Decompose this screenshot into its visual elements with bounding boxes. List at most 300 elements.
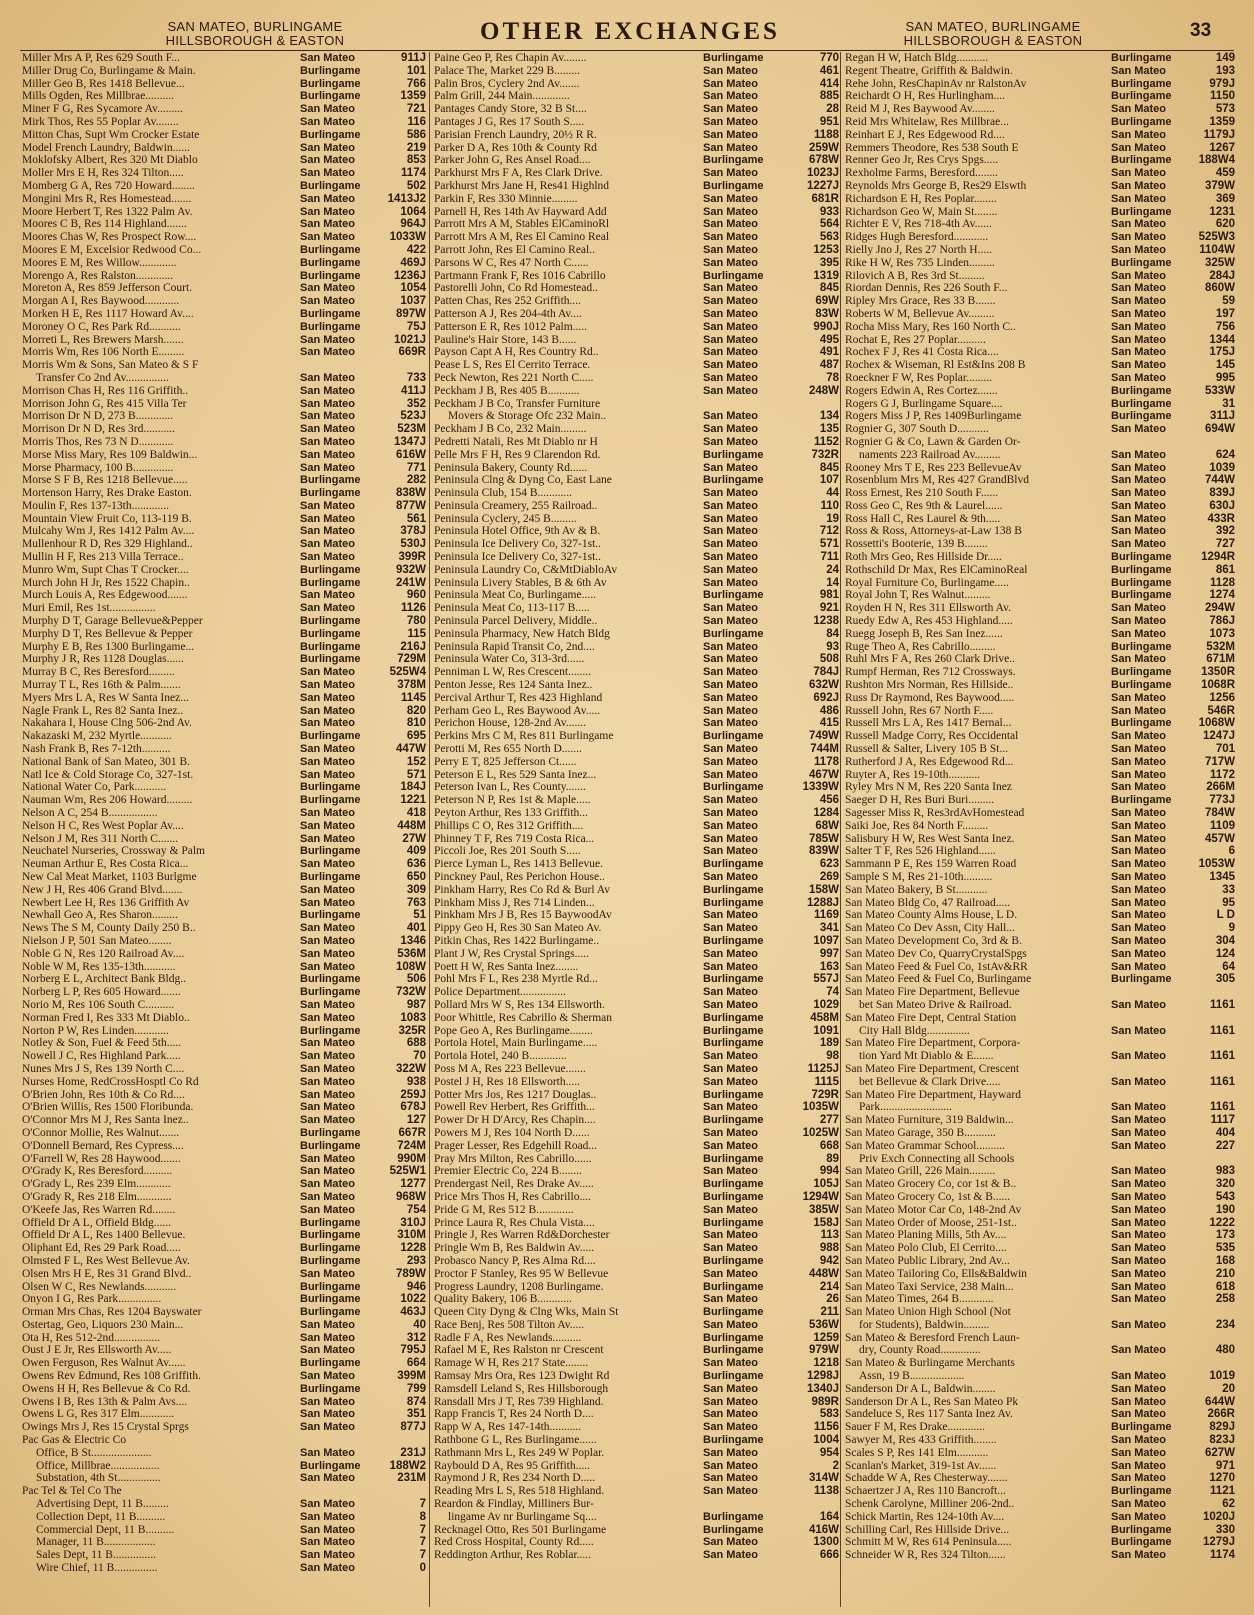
- listing-name: Rocha Miss Mary, Res 160 North C..: [845, 320, 1016, 333]
- header-right-line1: SAN MATEO, BURLINGAME: [905, 19, 1081, 34]
- listing-name: O'Farrell W, Res 28 Haywood.......: [22, 1152, 181, 1165]
- listing-entry: [845, 922, 1235, 935]
- listing-number: 964J: [400, 218, 426, 231]
- listing-entry: [434, 628, 839, 641]
- listing-entry: [434, 705, 839, 718]
- listing-entry: [845, 705, 1235, 718]
- listing-number: [1191, 436, 1235, 449]
- listing-name: San Mateo Bakery, B St...........: [845, 883, 988, 896]
- listing-entry: [434, 1242, 839, 1255]
- listing-number: 671M: [1206, 653, 1235, 666]
- listing-entry: [22, 948, 426, 961]
- listing-entry: [22, 858, 426, 871]
- listing-name: Probasco Nancy P, Res Alma Rd....: [434, 1254, 596, 1267]
- listing-name: Ramsay Mrs Ora, Res 123 Dwight Rd: [434, 1370, 610, 1383]
- listing-number: 988: [819, 1242, 839, 1255]
- listing-exchange: San Mateo: [1111, 845, 1167, 858]
- listing-number: 1339W: [802, 781, 839, 794]
- listing-entry: [22, 1332, 426, 1345]
- listing-name: San Mateo Polo Club, El Cerrito....: [845, 1242, 1007, 1255]
- listing-name: Portola Hotel, Main Burlingame.....: [434, 1037, 598, 1050]
- listing-number: 1035W: [802, 1101, 839, 1114]
- listing-exchange: San Mateo: [1111, 423, 1167, 436]
- listing-exchange: Burlingame: [703, 1088, 764, 1101]
- listing-number: 95: [1222, 896, 1235, 909]
- listing-entry: [845, 1447, 1235, 1460]
- listing-exchange: San Mateo: [703, 743, 759, 756]
- listing-name: Parker John G, Res Ansel Road....: [434, 154, 591, 167]
- listing-entry: [845, 295, 1235, 308]
- listing-number: 1021J: [394, 333, 426, 346]
- listing-name: Parrott John, Res El Camino Real..: [434, 243, 595, 256]
- listing-number: 1073: [1209, 627, 1235, 640]
- listing-name: Prendergast Neil, Res Drake Av.....: [434, 1178, 594, 1191]
- listing-entry: [845, 1101, 1235, 1114]
- listing-number: 773J: [1209, 794, 1235, 807]
- listing-name: Murphy E B, Res 1300 Burlingame...: [22, 640, 195, 653]
- listing-name: Prager Lesser, Res Edgehill Road...: [434, 1139, 598, 1152]
- listing-entry: [22, 845, 426, 858]
- listing-number: 1256: [1209, 691, 1235, 704]
- listing-name: Pride G M, Res 512 B.............: [434, 1203, 574, 1216]
- listing-exchange: San Mateo: [703, 1318, 759, 1331]
- listing-number: 763: [406, 896, 426, 909]
- listing-number: 616W: [395, 448, 426, 461]
- listing-exchange: Burlingame: [703, 1510, 764, 1523]
- listing-name: Pitkin Chas, Res 1422 Burlingame..: [434, 934, 600, 947]
- listing-exchange: San Mateo: [300, 1562, 356, 1575]
- listing-exchange: San Mateo: [1111, 602, 1167, 615]
- listing-name: Murphy D T, Garage Bellevue&Pepper: [22, 615, 203, 628]
- listing-entry: [22, 321, 426, 334]
- listing-entry: [845, 1242, 1235, 1255]
- listing-name: Rochex & Wiseman, Rl Est&Ins 208 B: [845, 359, 1026, 372]
- listing-name: Phillips C O, Res 312 Griffith....: [434, 819, 584, 832]
- listing-exchange: San Mateo: [703, 1446, 759, 1459]
- listing-entry: [434, 1076, 839, 1089]
- listing-number: 530J: [400, 538, 426, 551]
- listing-number: 692J: [813, 691, 839, 704]
- listing-number: 101: [406, 64, 426, 77]
- listing-exchange: San Mateo: [703, 653, 759, 666]
- listing-entry: [22, 999, 426, 1012]
- listing-entry: [22, 1140, 426, 1153]
- listing-number: 508: [819, 653, 839, 666]
- listing-name: Olsen W C, Res Newlands...........: [22, 1280, 177, 1293]
- listing-name: Morrison Chas H, Res 116 Griffith..: [22, 384, 189, 397]
- listing-number: 74: [826, 986, 839, 999]
- listing-entry: [845, 1524, 1235, 1537]
- listing-number: 1178: [814, 755, 839, 768]
- listing-name: Substation, 4th St...............: [36, 1472, 161, 1485]
- listing-entry: [434, 282, 839, 295]
- listing-entry: [22, 564, 426, 577]
- listing-entry: [434, 410, 839, 423]
- listing-name: Poss M A, Res 223 Bellevue.......: [434, 1062, 586, 1075]
- listing-column-2: [434, 52, 839, 1607]
- listing-number: 8: [419, 1510, 426, 1523]
- listing-exchange: Burlingame: [300, 615, 361, 628]
- listing-entry: [22, 986, 426, 999]
- listing-number: 1037: [400, 295, 426, 308]
- header-left-line2: HILLSBOROUGH & EASTON: [165, 33, 345, 48]
- listing-exchange: Burlingame: [300, 576, 361, 589]
- listing-entry: [845, 65, 1235, 78]
- listing-number: 193: [1215, 64, 1235, 77]
- listing-exchange: San Mateo: [703, 1421, 759, 1434]
- listing-name: lingame Av nr Burlingame Sq....: [448, 1510, 597, 1523]
- listing-exchange: San Mateo: [703, 538, 759, 551]
- listing-number: 845: [819, 282, 839, 295]
- listing-exchange: San Mateo: [703, 1242, 759, 1255]
- listing-entry: [434, 1319, 839, 1332]
- listing-entry: [434, 1012, 839, 1025]
- listing-number: 1138: [814, 1485, 839, 1498]
- listing-exchange: San Mateo: [300, 1101, 356, 1114]
- listing-entry: [22, 922, 426, 935]
- listing-name: San Mateo Fire Department, Crescent: [845, 1062, 1020, 1075]
- listing-name: Miller Geo B, Res 1418 Bellevue...: [22, 77, 185, 90]
- listing-number: 369: [1215, 192, 1235, 205]
- listing-name: Payson Capt A H, Res Country Rd..: [434, 346, 599, 359]
- listing-entry: [434, 308, 839, 321]
- listing-entry: [845, 385, 1235, 398]
- listing-entry: [434, 717, 839, 730]
- listing-exchange: Burlingame: [703, 1280, 764, 1293]
- listing-name: Rilovich A B, Res 3rd St.........: [845, 269, 985, 282]
- listing-exchange: San Mateo: [300, 960, 356, 973]
- listing-name: Sanderson Dr A L, Res San Mateo Pk: [845, 1395, 1019, 1408]
- listing-name: Pope Geo A, Res Burlingame........: [434, 1024, 593, 1037]
- listing-number: 938: [406, 1075, 426, 1088]
- listing-entry: [434, 218, 839, 231]
- listing-entry: [434, 1524, 839, 1537]
- listing-number: 461: [819, 64, 839, 77]
- listing-number: 115: [407, 627, 426, 640]
- listing-name: Ross Ernest, Res 210 South F......: [845, 487, 999, 500]
- listing-number: 216J: [400, 640, 426, 653]
- listing-number: 874: [406, 1395, 426, 1408]
- listing-entry: [845, 935, 1235, 948]
- listing-number: 259J: [400, 1088, 426, 1101]
- listing-number: 533W: [1204, 384, 1235, 397]
- listing-exchange: San Mateo: [300, 589, 356, 602]
- listing-name: Nauman Wm, Res 206 Howard.........: [22, 794, 193, 807]
- listing-name: Moreton A, Res 859 Jefferson Court.: [22, 282, 193, 295]
- listing-name: Morris Thos, Res 73 N D............: [22, 435, 174, 448]
- listing-number: 269: [819, 871, 839, 883]
- listing-number: 311J: [1210, 410, 1235, 423]
- listing-exchange: San Mateo: [703, 1472, 759, 1485]
- listing-entry: [22, 1178, 426, 1191]
- listing-entry: [845, 103, 1235, 116]
- listing-name: San Mateo Grocery Co, 1st & B......: [845, 1190, 1011, 1203]
- listing-exchange: San Mateo: [300, 1370, 356, 1383]
- listing-number: 784J: [813, 666, 839, 679]
- listing-number: 523J: [400, 410, 426, 423]
- listing-exchange: San Mateo: [703, 909, 759, 922]
- listing-exchange: Burlingame: [300, 1459, 361, 1472]
- listing-number: 351: [406, 1408, 426, 1421]
- listing-name: Offield Dr A L, Offield Bldg......: [22, 1216, 172, 1229]
- listing-exchange: San Mateo: [300, 717, 356, 730]
- listing-entry: [845, 270, 1235, 283]
- listing-exchange: Burlingame: [703, 474, 764, 487]
- listing-name: Norio M, Res 106 South C..........: [22, 998, 175, 1011]
- listing-name: Scanlan's Market, 319-1st Av......: [845, 1459, 997, 1472]
- listing-entry: [22, 513, 426, 526]
- listing-entry: [434, 1396, 839, 1409]
- listing-exchange: San Mateo: [300, 384, 356, 397]
- listing-entry: [845, 1037, 1235, 1050]
- listing-name: Richardson Geo W, Main St........: [845, 205, 998, 218]
- listing-number: 305: [1215, 973, 1235, 986]
- listing-name: Rochex F J, Res 41 Costa Rica....: [845, 346, 999, 359]
- listing-entry: [434, 948, 839, 961]
- listing-number: 70: [413, 1050, 426, 1063]
- listing-exchange: San Mateo: [300, 1178, 356, 1191]
- listing-name: Nurses Home, RedCrossHosptl Co Rd: [22, 1075, 199, 1088]
- listing-name: Sawyer M, Res 433 Griffith........: [845, 1434, 997, 1447]
- listing-exchange: San Mateo: [703, 768, 759, 781]
- listing-name: Peterson E L, Res 529 Santa Inez...: [434, 768, 597, 781]
- listing-exchange: San Mateo: [703, 1126, 759, 1139]
- listing-number: 1174: [1210, 1549, 1235, 1562]
- listing-number: 695: [406, 730, 426, 743]
- listing-name: Pac Tel & Tel Co The: [22, 1485, 122, 1498]
- listing-entry: [22, 717, 426, 730]
- listing-name: Russ Dr Raymond, Res Baywood.....: [845, 691, 1015, 704]
- listing-entry: [22, 589, 426, 602]
- listing-number: 1152: [814, 435, 839, 448]
- listing-number: 188W2: [389, 1459, 426, 1472]
- listing-exchange: San Mateo: [300, 947, 356, 960]
- listing-exchange: San Mateo: [300, 896, 356, 909]
- listing-number: 352: [406, 397, 426, 410]
- listing-number: 1300: [813, 1536, 839, 1549]
- listing-name: Phinney T F, Res 719 Costa Rica...: [434, 832, 595, 845]
- listing-exchange: [699, 1498, 795, 1511]
- listing-number: 1126: [401, 602, 426, 615]
- listing-number: 448M: [397, 819, 426, 832]
- listing-exchange: San Mateo: [1111, 269, 1167, 282]
- listing-entry: [845, 1191, 1235, 1204]
- listing-entry: [845, 1204, 1235, 1217]
- listing-name: Nelson J M, Res 311 North C.......: [22, 832, 179, 845]
- listing-exchange: San Mateo: [1111, 896, 1167, 909]
- listing-number: 932W: [395, 563, 426, 576]
- listing-exchange: San Mateo: [703, 90, 759, 103]
- listing-name: Parker D A, Res 10th & County Rd: [434, 141, 597, 154]
- listing-name: Pac Gas & Electric Co: [22, 1434, 127, 1447]
- listing-number: 571: [819, 538, 839, 551]
- listing-exchange: San Mateo: [703, 1408, 759, 1421]
- listing-exchange: San Mateo: [300, 205, 356, 218]
- listing-number: 158W: [808, 883, 839, 896]
- listing-name: Parrott Mrs A M, Res El Camino Real: [434, 231, 610, 244]
- listing-entry: [434, 858, 839, 871]
- listing-exchange: Burlingame: [1111, 154, 1172, 167]
- listing-entry: [845, 1434, 1235, 1447]
- listing-entry: [845, 129, 1235, 142]
- listing-name: Regent Theatre, Griffith & Baldwin.: [845, 64, 1013, 77]
- listing-number: 946: [406, 1280, 426, 1293]
- listing-name: Parkhurst Mrs F A, Res Clark Drive.: [434, 167, 603, 180]
- listing-exchange: San Mateo: [300, 1075, 356, 1088]
- listing-entry: [434, 167, 839, 180]
- listing-entry: [434, 193, 839, 206]
- listing-entry: [22, 1485, 426, 1498]
- listing-entry: [845, 218, 1235, 231]
- listing-name: Rossetti's Booterie, 139 B........: [845, 538, 988, 551]
- listing-name: Wire Chief, 11 B...............: [36, 1562, 158, 1575]
- listing-entry: [434, 231, 839, 244]
- listing-exchange: San Mateo: [300, 231, 356, 244]
- listing-number: 1247J: [1203, 730, 1235, 743]
- listing-name: Ridges Hugh Beresford............: [845, 231, 989, 244]
- listing-entry: [22, 1165, 426, 1178]
- listing-name: Rochat E, Res 27 Poplar..........: [845, 333, 986, 346]
- listing-exchange: San Mateo: [1111, 1459, 1167, 1472]
- listing-exchange: Burlingame: [703, 448, 764, 461]
- listing-column-3: [845, 52, 1235, 1607]
- listing-name: Sanderson Dr A L, Baldwin........: [845, 1382, 996, 1395]
- listing-exchange: Burlingame: [1111, 90, 1172, 103]
- listing-entry: [845, 346, 1235, 359]
- listing-name: Peyton Arthur, Res 133 Griffith...: [434, 807, 588, 820]
- listing-entry: [434, 884, 839, 897]
- listing-entry: [845, 116, 1235, 129]
- listing-exchange: Burlingame: [300, 871, 361, 883]
- listing-exchange: Burlingame: [300, 1242, 361, 1255]
- listing-number: 933: [819, 205, 839, 218]
- listing-entry: [434, 1460, 839, 1473]
- listing-exchange: Burlingame: [300, 909, 361, 922]
- listing-number: 26: [826, 1293, 839, 1306]
- listing-exchange: San Mateo: [300, 1152, 356, 1165]
- listing-entry: [22, 193, 426, 206]
- listing-number: 447W: [395, 743, 426, 756]
- listing-name: Model French Laundry, Baldwin......: [22, 141, 190, 154]
- listing-number: 399M: [397, 1370, 426, 1383]
- listing-entry: [434, 474, 839, 487]
- listing-name: San Mateo Motor Car Co, 148-2nd Av: [845, 1203, 1022, 1216]
- listing-entry: [845, 154, 1235, 167]
- listing-entry: [434, 1217, 839, 1230]
- listing-name: Pelle Mrs F H, Res 9 Clarendon Rd.: [434, 448, 601, 461]
- listing-entry: [845, 1089, 1235, 1102]
- listing-entry: [22, 641, 426, 654]
- listing-exchange: San Mateo: [1111, 231, 1167, 244]
- listing-name: Russell John, Res 67 North F.....: [845, 704, 994, 717]
- listing-entry: [434, 845, 839, 858]
- listing-exchange: San Mateo: [703, 256, 759, 269]
- listing-entry: [22, 1408, 426, 1421]
- listing-name: Murray T L, Res 16th & Palm.......: [22, 679, 181, 692]
- listing-name: Scales S P, Res 141 Elm...........: [845, 1446, 989, 1459]
- listing-exchange: [1107, 986, 1191, 999]
- listing-name: San Mateo Fire Department, Bellevue: [845, 986, 1020, 999]
- listing-entry: [434, 52, 839, 65]
- listing-exchange: San Mateo: [1111, 282, 1167, 295]
- listing-exchange: San Mateo: [1111, 1293, 1167, 1306]
- listing-number: 990M: [397, 1152, 426, 1165]
- listing-entry: [22, 794, 426, 807]
- listing-name: Perham Geo L, Res Baywood Av.....: [434, 704, 601, 717]
- listing-entry: [22, 769, 426, 782]
- listing-exchange: San Mateo: [300, 461, 356, 474]
- listing-exchange: San Mateo: [1111, 1395, 1167, 1408]
- listing-exchange: San Mateo: [300, 448, 356, 461]
- listing-number: 113: [820, 1229, 839, 1242]
- listing-exchange: San Mateo: [1111, 295, 1167, 308]
- listing-name: Potter Mrs Jos, Res 1217 Douglas..: [434, 1088, 597, 1101]
- listing-name: Price Mrs Thos H, Res Cabrillo....: [434, 1190, 591, 1203]
- listing-entry: [22, 1281, 426, 1294]
- listing-exchange: San Mateo: [300, 154, 356, 167]
- listing-entry: [434, 1127, 839, 1140]
- listing-number: 766: [406, 77, 426, 90]
- listing-exchange: San Mateo: [1111, 525, 1167, 538]
- listing-name: Morse Miss Mary, Res 109 Baldwin...: [22, 448, 198, 461]
- listing-number: 624: [1215, 448, 1235, 461]
- listing-number: 2: [832, 1459, 839, 1472]
- listing-name: Orman Mrs Chas, Res 1204 Bayswater: [22, 1306, 202, 1319]
- listing-exchange: San Mateo: [703, 551, 759, 564]
- listing-number: 1083: [400, 1011, 426, 1024]
- listing-entry: [845, 78, 1235, 91]
- listing-entry: [22, 116, 426, 129]
- listing-exchange: San Mateo: [300, 282, 356, 295]
- listing-number: 457W: [1204, 832, 1235, 845]
- listing-number: 845: [819, 461, 839, 474]
- listing-entry: [22, 730, 426, 743]
- listing-number: 304: [1215, 934, 1235, 947]
- listing-name: Palace The, Market 229 B.........: [434, 64, 581, 77]
- listing-number: 310J: [400, 1216, 426, 1229]
- listing-name: Recknagel Otto, Res 501 Burlingame: [434, 1523, 607, 1536]
- listing-exchange: San Mateo: [703, 602, 759, 615]
- listing-name: Schilling Carl, Res Hillside Drive...: [845, 1523, 1010, 1536]
- listing-exchange: San Mateo: [703, 103, 759, 116]
- listing-name: Mirk Thos, Res 55 Poplar Av........: [22, 115, 179, 128]
- listing-name: Renner Geo Jr, Res Crys Spgs.....: [845, 154, 999, 167]
- listing-entry: [22, 1383, 426, 1396]
- listing-exchange: San Mateo: [703, 218, 759, 231]
- listing-entry: [22, 282, 426, 295]
- listing-name: O'Brien Willis, Res 1500 Floribunda.: [22, 1101, 194, 1114]
- listing-entry: [22, 1268, 426, 1281]
- listing-exchange: San Mateo: [300, 1408, 356, 1421]
- listing-entry: [22, 1357, 426, 1370]
- listing-exchange: San Mateo: [300, 333, 356, 346]
- listing-name: San Mateo Union High School (Not: [845, 1306, 1011, 1319]
- listing-name: O'Keefe Jas, Res Warren Rd........: [22, 1203, 176, 1216]
- listing-number: 1350R: [1201, 666, 1235, 679]
- listing-name: Myers Mrs L A, Res W Santa Inez...: [22, 691, 189, 704]
- listing-number: 98: [826, 1050, 839, 1063]
- listing-number: 7: [419, 1536, 426, 1549]
- listing-name: San Mateo Furniture, 319 Baldwin...: [845, 1114, 1014, 1127]
- listing-number: 1145: [401, 691, 426, 704]
- listing-name: Paine Geo P, Res Chapin Av........: [434, 52, 587, 64]
- listing-name: Norberg L P, Res 605 Howard.......: [22, 986, 181, 999]
- listing-number: 1267: [1209, 141, 1235, 154]
- listing-entry: [845, 743, 1235, 756]
- listing-exchange: San Mateo: [300, 141, 356, 154]
- listing-number: 293: [406, 1254, 426, 1267]
- listing-entry: [434, 756, 839, 769]
